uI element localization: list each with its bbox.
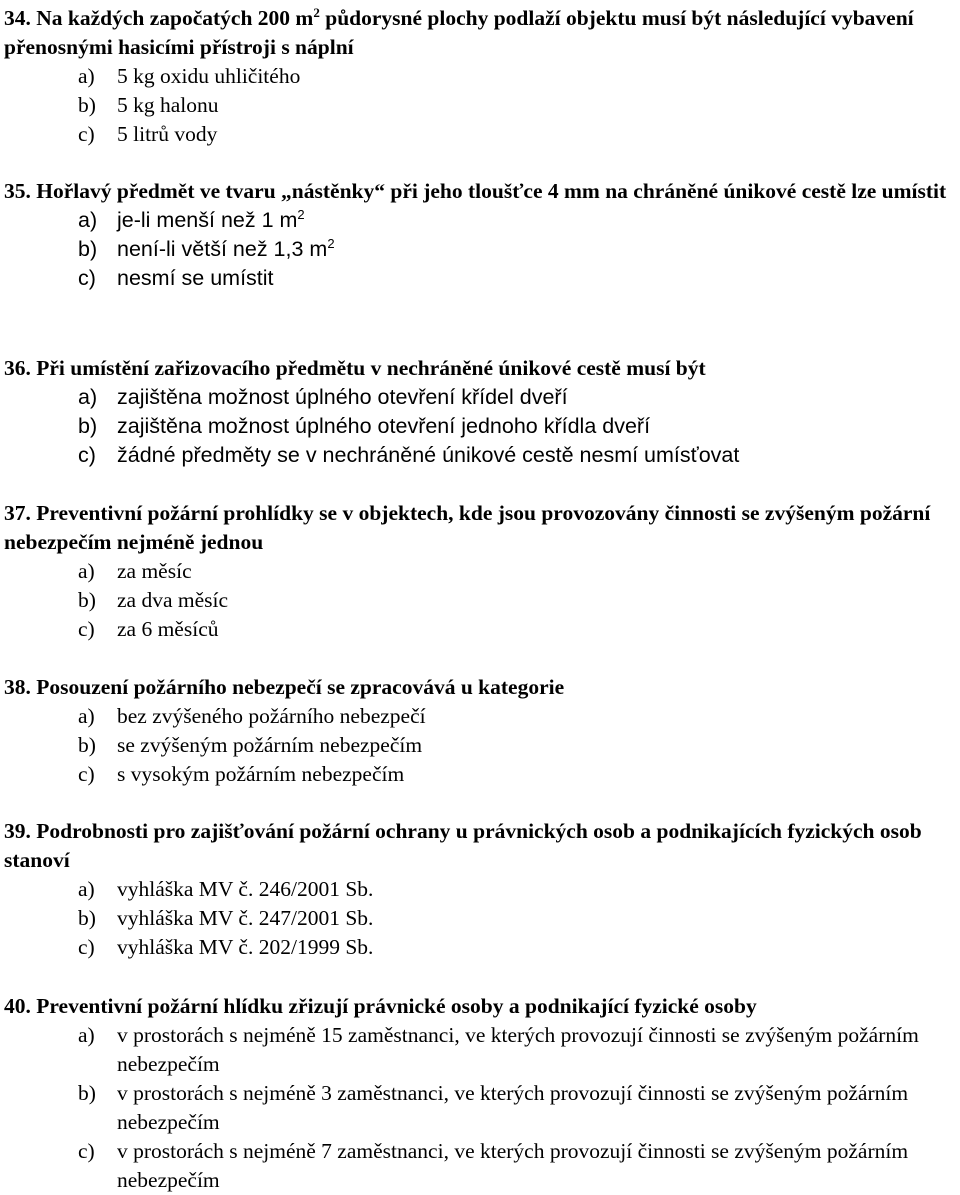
question-text: 35. Hořlavý předmět ve tvaru „nástěnky“ při jeho tloušťce 4 mm na chráněné únikové cestě lze umístit [4,179,947,203]
answer-option [4,206,956,235]
answer-list [4,1021,956,1195]
answer-option [4,904,956,933]
answer-option [4,235,956,264]
option-label: b) [78,906,96,930]
option-text: 5 kg halonu [117,93,219,117]
answer-option [4,1021,956,1079]
option-text: za 6 měsíců [117,617,219,641]
option-label: a) [78,877,95,901]
answer-option [4,615,956,644]
option-label: b) [78,733,96,757]
question-text: 38. Posouzení požárního nebezpečí se zpracovává u kategorie [4,675,565,699]
question-text: 39. Podrobnosti pro zajišťování požární ochrany u právnických osob a podnikajících fyzických osob stanoví [4,819,922,872]
option-text: zajištěna možnost úplného otevření jednoho křídla dveří [117,414,651,438]
option-label: b) [78,237,98,261]
option-text: zajištěna možnost úplného otevření křídel dveří [117,385,568,409]
option-text: 5 litrů vody [117,122,218,146]
option-text: v prostorách s nejméně 15 zaměstnanci, ve kterých provozují činnosti se zvýšeným požárním nebezpečím [117,1023,919,1076]
option-label: c) [78,1139,95,1163]
question-text: 40. Preventivní požární hlídku zřizují právnické osoby a podnikající fyzické osoby [4,994,757,1018]
option-text: v prostorách s nejméně 7 zaměstnanci, ve kterých provozují činnosti se zvýšeným požárním nebezpečím [117,1139,909,1192]
option-text: bez zvýšeného požárního nebezpečí [117,704,426,728]
option-label: c) [78,266,96,290]
option-label: c) [78,443,96,467]
option-text: nesmí se umístit [117,266,274,290]
option-label: a) [78,559,95,583]
answer-option [4,264,956,293]
answer-list [4,62,956,149]
option-label: c) [78,762,95,786]
option-label: a) [78,1023,95,1047]
answer-list [4,557,956,644]
answer-list [4,206,956,293]
answer-option [4,933,956,962]
answer-list [4,383,956,470]
option-text: se zvýšeným požárním nebezpečím [117,733,423,757]
answer-list [4,702,956,789]
option-text: vyhláška MV č. 247/2001 Sb. [117,906,374,930]
question-text [4,4,956,62]
answer-option [4,731,956,760]
superscript: 2 [327,235,335,251]
answer-option [4,120,956,149]
answer-option [4,91,956,120]
question-35 [4,177,956,293]
question-text-part: 34. Na každých započatých 200 m [4,6,314,30]
question-40 [4,992,956,1195]
option-label: c) [78,617,95,641]
answer-option [4,412,956,441]
option-text: je-li menší než 1 m [117,208,298,232]
option-text: za dva měsíc [117,588,229,612]
answer-option [4,1137,956,1195]
option-text: s vysokým požárním nebezpečím [117,762,405,786]
option-label: a) [78,208,98,232]
option-text: vyhláška MV č. 246/2001 Sb. [117,877,374,901]
answer-option [4,1079,956,1137]
option-label: b) [78,588,96,612]
question-36 [4,354,956,470]
answer-option [4,875,956,904]
question-text: 36. Při umístění zařizovacího předmětu v nechráněné únikové cestě musí být [4,356,706,380]
option-label: b) [78,93,96,117]
option-label: a) [78,64,95,88]
answer-option [4,441,956,470]
question-34 [4,4,956,149]
option-label: c) [78,122,95,146]
option-label: b) [78,1081,96,1105]
option-text: 5 kg oxidu uhličitého [117,64,301,88]
option-text: vyhláška MV č. 202/1999 Sb. [117,935,374,959]
question-text-part: půdorysné plochy podlaží objektu musí být následující vybavení přenosnými hasicími přístroji s náplní [4,6,914,59]
answer-option [4,702,956,731]
answer-list [4,875,956,962]
option-text: žádné předměty se v nechráněné únikové cestě nesmí umísťovat [117,443,740,467]
question-text: 37. Preventivní požární prohlídky se v objektech, kde jsou provozovány činnosti se zvýšeným požární nebezpečím nejméně jednou [4,501,931,554]
question-38 [4,673,956,789]
option-text: není-li větší než 1,3 m [117,237,328,261]
option-label: a) [78,385,98,409]
question-39 [4,817,956,962]
superscript: 2 [297,206,305,222]
answer-option [4,383,956,412]
superscript: 2 [313,4,320,20]
option-text: v prostorách s nejméně 3 zaměstnanci, ve kterých provozují činnosti se zvýšeným požárním nebezpečím [117,1081,909,1134]
answer-option [4,557,956,586]
question-37 [4,499,956,644]
option-label: a) [78,704,95,728]
answer-option [4,760,956,789]
answer-option [4,586,956,615]
option-label: c) [78,935,95,959]
option-text: za měsíc [117,559,192,583]
option-label: b) [78,414,98,438]
answer-option [4,62,956,91]
